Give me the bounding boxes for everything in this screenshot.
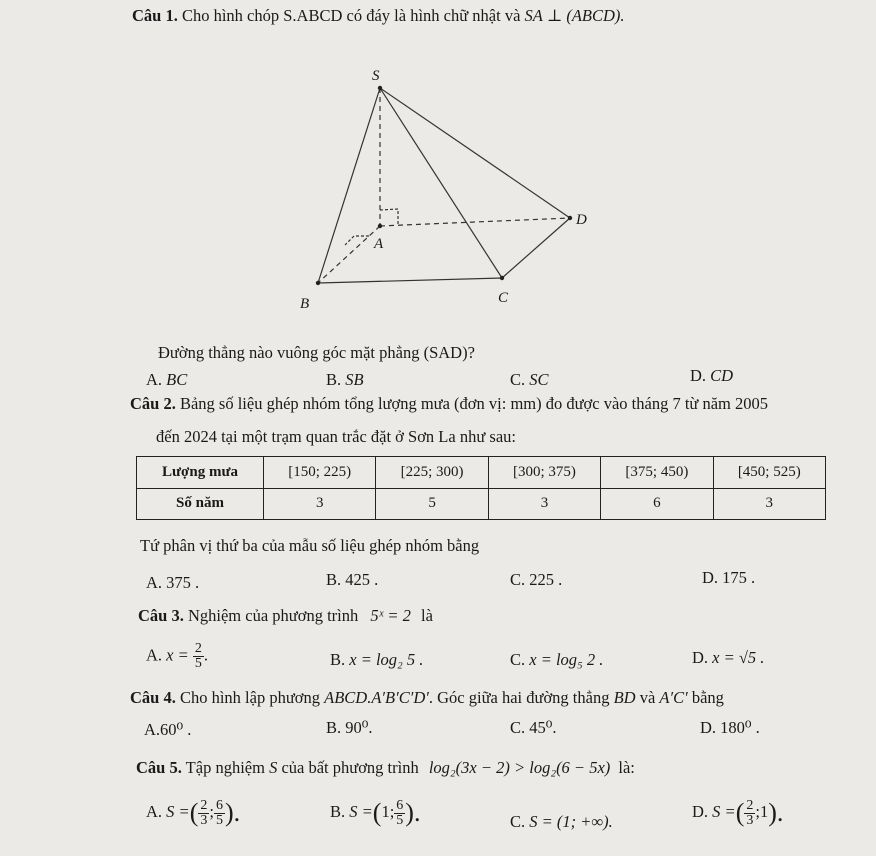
q2-option-b[interactable]: B. 425 . xyxy=(326,570,379,589)
point-s xyxy=(378,86,382,90)
q4-stem xyxy=(130,688,724,708)
table-cell: 5 xyxy=(376,488,488,520)
table-header-years: Số năm xyxy=(137,488,264,520)
q1-option-b[interactable]: B. SB xyxy=(326,370,364,389)
q3-text-a: Nghiệm của phương trình xyxy=(187,606,359,625)
q5-text-b: của bất phương trình xyxy=(281,758,419,777)
q2-text-b: đến 2024 tại một trạm quan trắc đặt ở Sơn La như sau: xyxy=(156,427,516,446)
table-cell: 3 xyxy=(264,488,376,520)
rainfall-table xyxy=(136,456,826,520)
q3-stem xyxy=(138,606,433,626)
edge-cd xyxy=(502,218,570,278)
q3-equation: 5ˣ = 2 xyxy=(370,606,411,625)
edge-sd xyxy=(380,88,570,218)
table-cell: [225; 300) xyxy=(376,457,488,489)
point-d xyxy=(568,216,572,220)
table-row xyxy=(137,488,826,520)
table-cell: [300; 375) xyxy=(488,457,600,489)
q5-option-c[interactable]: C. S = (1; +∞). xyxy=(510,812,613,831)
q5-option-b[interactable]: B. S =(1; $\frac{6}{5}$ ). xyxy=(330,797,421,828)
fraction: $\frac{2}{3}$ xyxy=(746,797,754,828)
q5-text-a: Tập nghiệm xyxy=(185,758,265,777)
q2-option-a[interactable]: A. 375 . xyxy=(146,573,200,592)
q2-option-d[interactable]: D. 175 . xyxy=(702,568,756,587)
q2-option-c[interactable]: C. 225 . xyxy=(510,570,563,589)
q3-label: Câu 3. xyxy=(138,606,184,625)
table-cell: [150; 225) xyxy=(264,457,376,489)
q1-label: Câu 1. xyxy=(132,6,178,25)
q5-inequality: log₂(3x − 2) > log₂(6 − 5x) xyxy=(428,758,611,777)
point-c xyxy=(500,276,504,280)
table-header-rainfall: Lượng mưa xyxy=(137,457,264,489)
point-b xyxy=(316,281,320,285)
edge-sb xyxy=(318,88,380,283)
q1-option-a[interactable]: A. BC xyxy=(146,370,188,389)
q1-option-c[interactable]: C. SC xyxy=(510,370,549,389)
q5-option-a[interactable]: A. S =( $\frac{2}{3}$ ; $\frac{6}{5}$ ). xyxy=(146,797,241,828)
fraction: $\frac{2}{3}$ xyxy=(200,797,208,828)
fraction: $\frac{6}{5}$ xyxy=(215,797,223,828)
table-cell: [450; 525) xyxy=(713,457,825,489)
q5-text-c: là: xyxy=(618,758,635,777)
q1-text: Cho hình chóp S.ABCD có đáy là hình chữ nhật và xyxy=(181,6,521,25)
q2-text-a: Bảng số liệu ghép nhóm tổng lượng mưa (đơn vị: mm) đo được vào tháng 7 từ năm 2005 xyxy=(179,394,769,413)
q4-option-b[interactable]: B. 90⁰. xyxy=(326,718,373,737)
edge-sc xyxy=(380,88,502,278)
q1-option-d[interactable]: D. CD xyxy=(690,366,734,385)
q4-text-a: Cho hình lập phương xyxy=(179,688,321,707)
label-a: A xyxy=(374,236,384,252)
q4-option-d[interactable]: D. 180⁰ . xyxy=(700,718,760,737)
q1-condition: SA ⊥ (ABCD). xyxy=(524,6,625,25)
right-angle-mark-ab xyxy=(345,236,369,245)
q5-label: Câu 5. xyxy=(136,758,182,777)
q1-stem xyxy=(132,6,625,26)
q3-option-c[interactable]: C. x = log₅ 2 . xyxy=(510,650,604,669)
table-cell: 3 xyxy=(713,488,825,520)
q4-line2: A′C′ xyxy=(659,688,688,707)
q4-solid: ABCD.A′B′C′D′ xyxy=(324,688,429,707)
q3-option-a[interactable]: A. x = $\frac{2}{5}$ . xyxy=(146,641,209,671)
q5-option-d[interactable]: D. S =( $\frac{2}{3}$ ;1). xyxy=(692,797,784,828)
label-d: D xyxy=(576,212,587,228)
q4-text-d: bằng xyxy=(691,688,724,707)
edge-bc xyxy=(318,278,502,283)
fraction: $\frac{6}{5}$ xyxy=(396,797,404,828)
q4-text-b: . Góc giữa hai đường thẳng xyxy=(428,688,610,707)
table-cell: 3 xyxy=(488,488,600,520)
fraction: $\frac{2}{5}$ xyxy=(194,641,202,671)
label-b: B xyxy=(300,296,310,312)
q3-option-d[interactable]: D. x = √5 . xyxy=(692,648,765,667)
right-angle-mark-ad xyxy=(380,209,398,224)
table-row xyxy=(137,457,826,489)
label-c: C xyxy=(498,290,509,306)
q4-text-c: và xyxy=(639,688,656,707)
q3-text-b: là xyxy=(421,606,433,625)
q3-option-b[interactable]: B. x = log₂ 5 . xyxy=(330,650,424,669)
q4-line1: BD xyxy=(613,688,636,707)
q4-option-c[interactable]: C. 45⁰. xyxy=(510,718,557,737)
q4-option-a[interactable]: A.60⁰ . xyxy=(144,720,192,739)
q1-question: Đường thẳng nào vuông góc mặt phẳng (SAD)? xyxy=(158,343,475,362)
q4-label: Câu 4. xyxy=(130,688,176,707)
q2-stem xyxy=(130,394,768,414)
q5-stem xyxy=(136,758,635,778)
q2-label: Câu 2. xyxy=(130,394,176,413)
table-cell: [375; 450) xyxy=(601,457,713,489)
point-a xyxy=(378,224,382,228)
edge-ad xyxy=(380,218,570,226)
pyramid-figure xyxy=(270,58,610,318)
label-s: S xyxy=(372,68,380,84)
q5-set: S xyxy=(269,758,278,777)
q2-question: Tứ phân vị thứ ba của mẫu số liệu ghép nhóm bằng xyxy=(140,536,480,555)
table-cell: 6 xyxy=(601,488,713,520)
